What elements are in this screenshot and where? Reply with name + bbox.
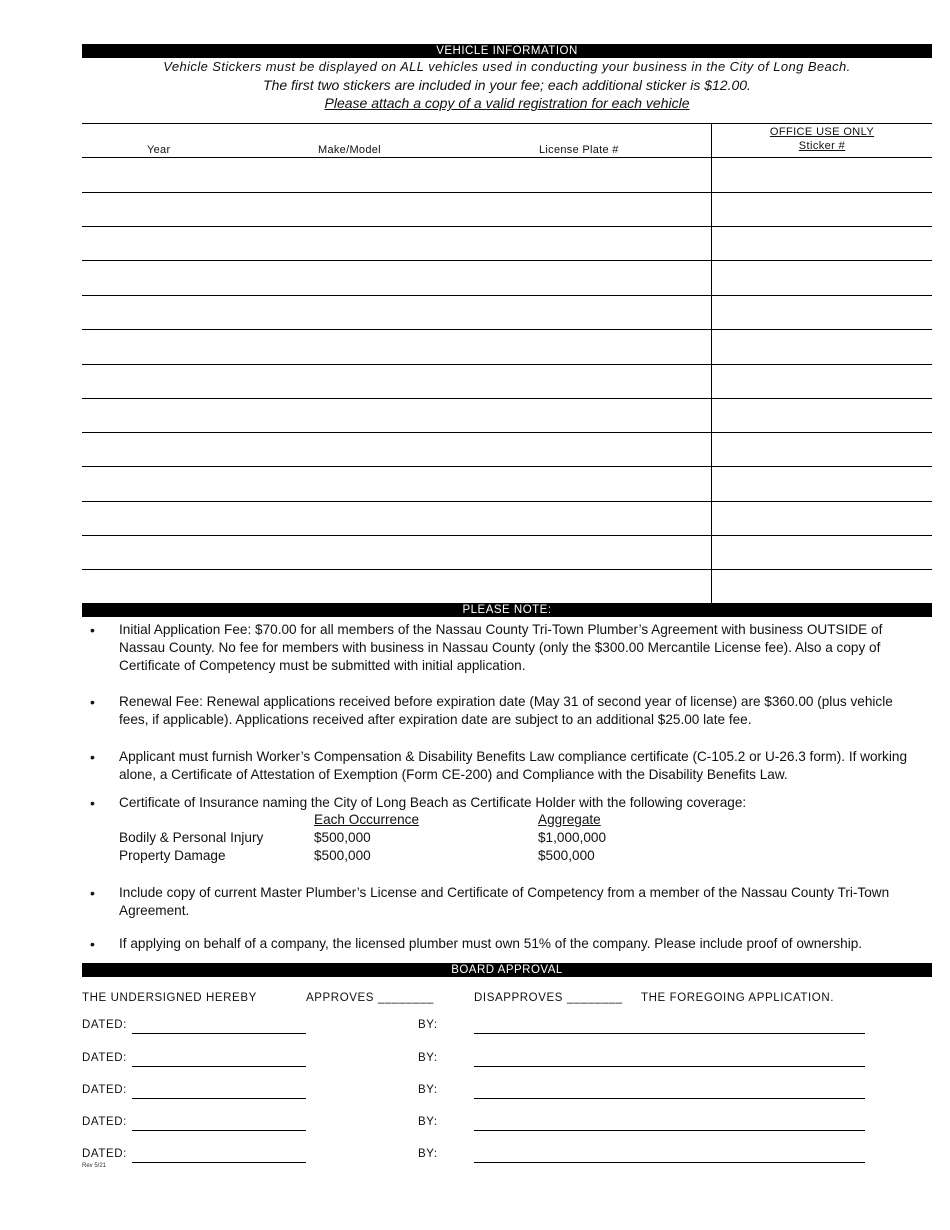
table-row[interactable] xyxy=(82,192,932,193)
bullet-icon: • xyxy=(90,749,95,765)
date-input-line[interactable] xyxy=(132,1130,306,1131)
disapproves-field[interactable]: DISAPPROVES ________ xyxy=(474,992,623,1004)
coverage-row-label: Property Damage xyxy=(119,848,226,863)
please-note-header: PLEASE NOTE: xyxy=(82,603,932,617)
by-label: BY: xyxy=(418,1052,438,1064)
table-row[interactable] xyxy=(82,260,932,261)
dated-label: DATED: xyxy=(82,1116,127,1128)
sticker-fee-text: The first two stickers are included in your fee; each additional sticker is $12.00. xyxy=(263,77,751,93)
table-row[interactable] xyxy=(82,226,932,227)
date-input-line[interactable] xyxy=(132,1098,306,1099)
signature-input-line[interactable] xyxy=(474,1098,865,1099)
date-input-line[interactable] xyxy=(132,1162,306,1163)
sticker-number-label: Sticker # xyxy=(798,140,846,152)
by-label: BY: xyxy=(418,1148,438,1160)
dated-label: DATED: xyxy=(82,1052,127,1064)
table-row[interactable] xyxy=(82,329,932,330)
table-row[interactable] xyxy=(82,157,932,158)
undersigned-text: THE UNDERSIGNED HEREBY xyxy=(82,992,257,1004)
table-row[interactable] xyxy=(82,398,932,399)
dated-label: DATED: xyxy=(82,1148,127,1160)
by-label: BY: xyxy=(418,1084,438,1096)
signature-input-line[interactable] xyxy=(474,1033,865,1034)
by-label: BY: xyxy=(418,1116,438,1128)
coverage-header-occurrence: Each Occurrence xyxy=(314,812,420,827)
bullet-icon: • xyxy=(90,622,95,638)
table-row[interactable] xyxy=(82,501,932,502)
coverage-row-aggregate: $500,000 xyxy=(538,848,595,863)
office-use-header xyxy=(712,125,932,153)
by-label: BY: xyxy=(418,1019,438,1031)
signature-input-line[interactable] xyxy=(474,1130,865,1131)
revision-label: Rev 5/21 xyxy=(82,1163,107,1169)
bullet-icon: • xyxy=(90,936,95,952)
column-header-license-plate: License Plate # xyxy=(539,144,619,156)
table-row[interactable] xyxy=(82,295,932,296)
registration-requirement-text: Please attach a copy of a valid registration for each vehicle xyxy=(324,95,690,111)
board-approval-header: BOARD APPROVAL xyxy=(82,963,932,977)
insurance-note: Certificate of Insurance naming the City of Long Beach as Certificate Holder with the following coverage: xyxy=(119,795,747,810)
table-row[interactable] xyxy=(82,569,932,570)
license-copy-note: Include copy of current Master Plumber’s License and Certificate of Competency from a member of the Nassau County Tri-Town Agreement. xyxy=(119,885,890,918)
bullet-icon: • xyxy=(90,795,95,811)
signature-input-line[interactable] xyxy=(474,1066,865,1067)
signature-input-line[interactable] xyxy=(474,1162,865,1163)
coverage-row-aggregate: $1,000,000 xyxy=(538,830,607,845)
workers-comp-note: Applicant must furnish Worker’s Compensation & Disability Benefits Law compliance certificate (C-105.2 or U-26.3 form). If working alone, a Certificate of Attestation of Exemption (Form CE-200) and Compliance with the Disability Benefits Law. xyxy=(119,749,907,782)
initial-fee-note: Initial Application Fee: $70.00 for all members of the Nassau County Tri-Town Plumber’s Agreement with business OUTSIDE of Nassau County. No fee for members with business in Nassau County (only the $300.00 Mercantile License fee). Also a copy of Certificate of Competency must be submitted with initial application. xyxy=(119,622,883,673)
bullet-icon: • xyxy=(90,885,95,901)
approves-field[interactable]: APPROVES ________ xyxy=(306,992,434,1004)
vehicle-info-header: VEHICLE INFORMATION xyxy=(82,44,932,58)
dated-label: DATED: xyxy=(82,1019,127,1031)
sticker-requirement-text: Vehicle Stickers must be displayed on ALL vehicles used in conducting your business in the City of Long Beach. xyxy=(163,59,851,74)
dated-label: DATED: xyxy=(82,1084,127,1096)
coverage-header-aggregate: Aggregate xyxy=(538,812,601,827)
column-header-make-model: Make/Model xyxy=(318,144,381,156)
column-header-year: Year xyxy=(147,144,171,156)
date-input-line[interactable] xyxy=(132,1066,306,1067)
bullet-icon: • xyxy=(90,694,95,710)
table-row[interactable] xyxy=(82,466,932,467)
coverage-row-occurrence: $500,000 xyxy=(314,830,371,845)
date-input-line[interactable] xyxy=(132,1033,306,1034)
coverage-row-label: Bodily & Personal Injury xyxy=(119,830,264,845)
ownership-note: If applying on behalf of a company, the licensed plumber must own 51% of the company. Please include proof of ownership. xyxy=(119,936,863,951)
coverage-row-occurrence: $500,000 xyxy=(314,848,371,863)
table-row[interactable] xyxy=(82,432,932,433)
table-row[interactable] xyxy=(82,535,932,536)
office-use-only-label: OFFICE USE ONLY xyxy=(769,126,875,138)
renewal-fee-note: Renewal Fee: Renewal applications received before expiration date (May 31 of second year of license) are $360.00 (plus vehicle fees, if applicable). Applications received after expiration date are subject to an additional $25.00 late fee. xyxy=(119,694,893,727)
foregoing-application-text: THE FOREGOING APPLICATION. xyxy=(641,992,835,1004)
table-top-border xyxy=(82,123,932,124)
table-row[interactable] xyxy=(82,364,932,365)
